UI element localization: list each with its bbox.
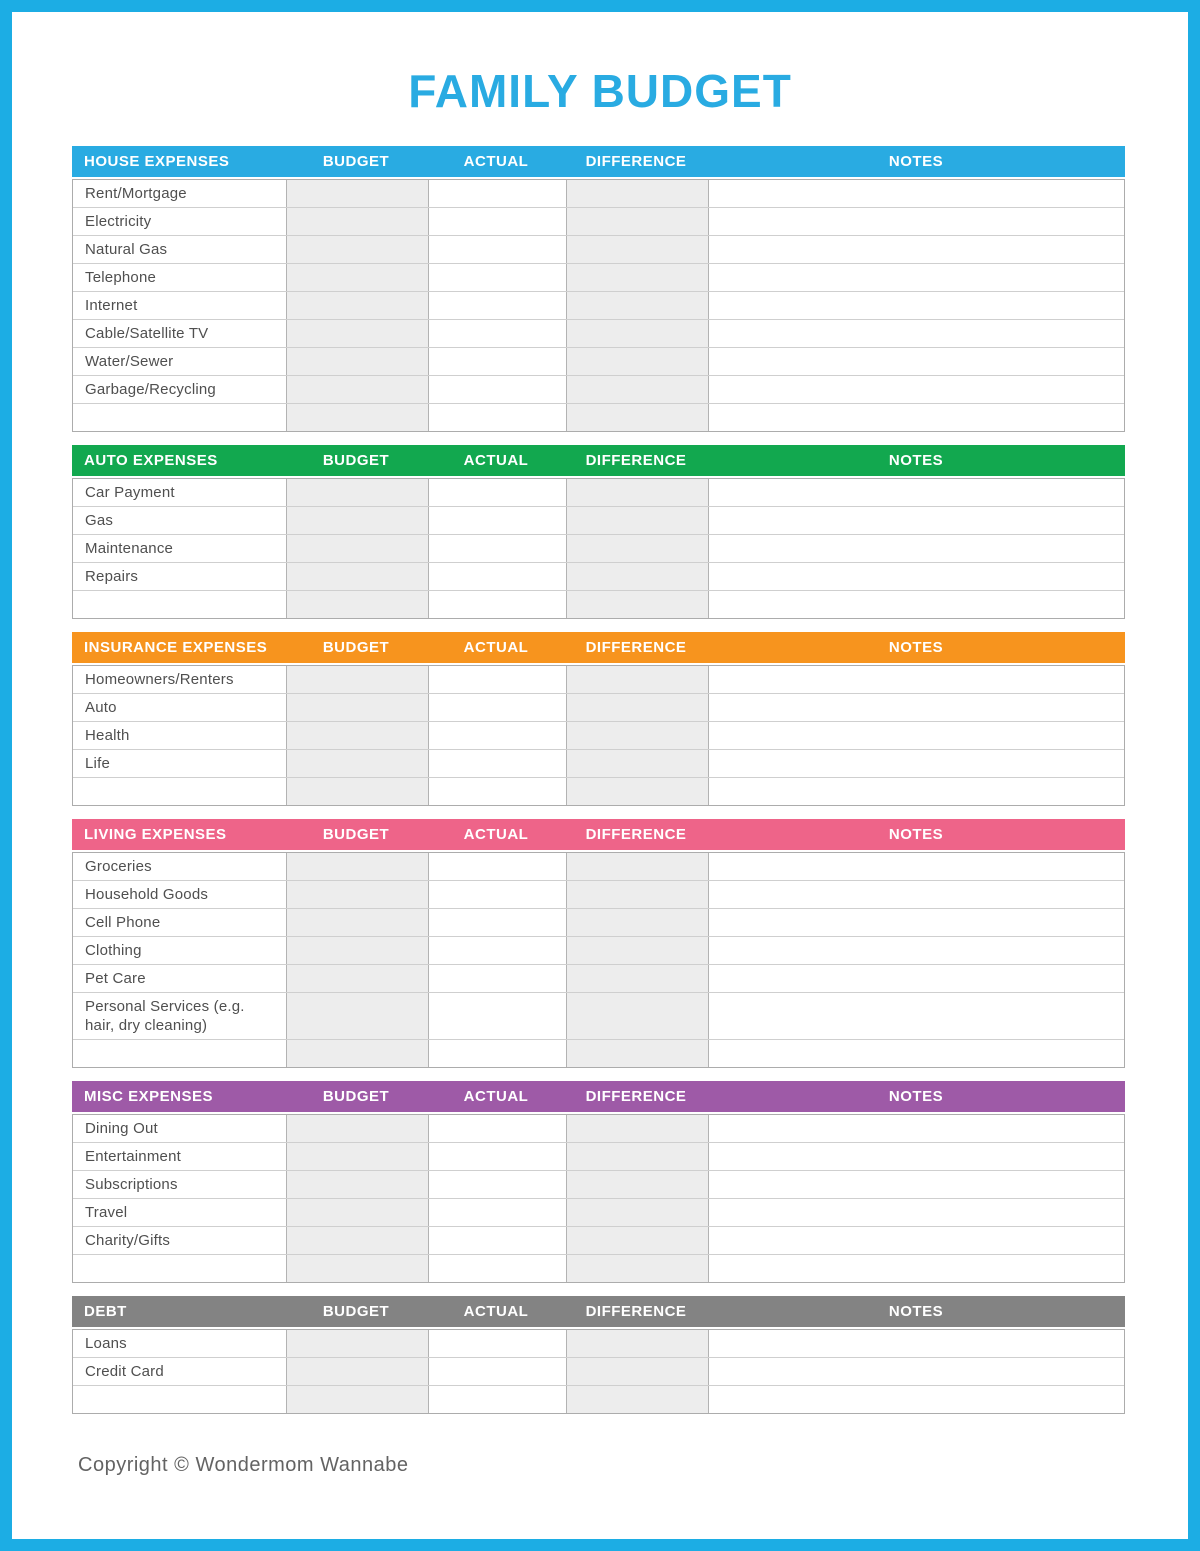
budget-cell[interactable] bbox=[286, 1358, 428, 1385]
notes-cell[interactable] bbox=[708, 320, 1124, 347]
table-row bbox=[73, 376, 1124, 404]
row-label: Personal Services (e.g. hair, dry cleaning) bbox=[85, 998, 245, 1034]
section-title: AUTO EXPENSES bbox=[84, 452, 218, 469]
row-label: Garbage/Recycling bbox=[85, 381, 216, 398]
table-row bbox=[73, 1358, 1124, 1386]
budget-cell[interactable] bbox=[286, 993, 428, 1039]
column-header-difference: DIFFERENCE bbox=[585, 452, 687, 469]
actual-cell[interactable] bbox=[428, 881, 566, 908]
row-label: Natural Gas bbox=[85, 241, 168, 258]
notes-cell[interactable] bbox=[708, 694, 1124, 721]
section-auto-expenses bbox=[72, 445, 1125, 619]
budget-cell[interactable] bbox=[286, 348, 428, 375]
column-header-notes: NOTES bbox=[888, 153, 944, 170]
budget-cell[interactable] bbox=[286, 264, 428, 291]
actual-cell[interactable] bbox=[428, 666, 566, 693]
section-title: MISC EXPENSES bbox=[84, 1088, 214, 1105]
actual-cell[interactable] bbox=[428, 853, 566, 880]
section-title: INSURANCE EXPENSES bbox=[84, 639, 268, 656]
difference-cell[interactable] bbox=[566, 1143, 708, 1170]
table-row bbox=[73, 750, 1124, 778]
budget-cell[interactable] bbox=[286, 320, 428, 347]
column-header-difference: DIFFERENCE bbox=[585, 153, 687, 170]
row-label: Health bbox=[85, 727, 130, 744]
difference-cell[interactable] bbox=[566, 750, 708, 777]
column-header-actual: ACTUAL bbox=[463, 452, 529, 469]
difference-cell[interactable] bbox=[566, 1358, 708, 1385]
difference-cell[interactable] bbox=[566, 1386, 708, 1413]
table-row bbox=[73, 404, 1124, 431]
column-header-difference: DIFFERENCE bbox=[585, 1088, 687, 1105]
difference-cell[interactable] bbox=[566, 853, 708, 880]
difference-cell[interactable] bbox=[566, 1227, 708, 1254]
row-label bbox=[73, 1255, 286, 1282]
actual-cell[interactable] bbox=[428, 1115, 566, 1142]
row-label bbox=[73, 1040, 286, 1067]
column-header-difference: DIFFERENCE bbox=[585, 639, 687, 656]
row-label: Gas bbox=[85, 512, 114, 529]
budget-cell[interactable] bbox=[286, 750, 428, 777]
row-label: Groceries bbox=[85, 858, 152, 875]
table-row bbox=[73, 1386, 1124, 1413]
difference-cell[interactable] bbox=[566, 376, 708, 403]
row-label: Maintenance bbox=[85, 540, 174, 557]
budget-cell[interactable] bbox=[286, 507, 428, 534]
difference-cell[interactable] bbox=[566, 404, 708, 431]
actual-cell[interactable] bbox=[428, 694, 566, 721]
notes-cell[interactable] bbox=[708, 1171, 1124, 1198]
table-row bbox=[73, 937, 1124, 965]
column-header-actual: ACTUAL bbox=[463, 1088, 529, 1105]
row-label bbox=[73, 591, 286, 618]
difference-cell[interactable] bbox=[566, 1330, 708, 1357]
section-debt bbox=[72, 1296, 1125, 1414]
table-row bbox=[73, 535, 1124, 563]
row-label: Entertainment bbox=[85, 1148, 181, 1165]
actual-cell[interactable] bbox=[428, 1199, 566, 1226]
column-header-budget: BUDGET bbox=[322, 1088, 390, 1105]
table-row bbox=[73, 909, 1124, 937]
table-row bbox=[73, 694, 1124, 722]
budget-cell[interactable] bbox=[286, 1386, 428, 1413]
column-header-actual: ACTUAL bbox=[463, 153, 529, 170]
column-header-notes: NOTES bbox=[888, 826, 944, 843]
notes-cell[interactable] bbox=[708, 404, 1124, 431]
notes-cell[interactable] bbox=[708, 264, 1124, 291]
row-label bbox=[73, 1386, 286, 1413]
actual-cell[interactable] bbox=[428, 376, 566, 403]
actual-cell[interactable] bbox=[428, 563, 566, 590]
actual-cell[interactable] bbox=[428, 1358, 566, 1385]
actual-cell[interactable] bbox=[428, 722, 566, 749]
budget-cell[interactable] bbox=[286, 1199, 428, 1226]
notes-cell[interactable] bbox=[708, 750, 1124, 777]
difference-cell[interactable] bbox=[566, 535, 708, 562]
row-label: Loans bbox=[85, 1335, 127, 1352]
table-row bbox=[73, 778, 1124, 805]
column-header-notes: NOTES bbox=[888, 452, 944, 469]
table-row bbox=[73, 264, 1124, 292]
actual-cell[interactable] bbox=[428, 1040, 566, 1067]
table-row bbox=[73, 1171, 1124, 1199]
budget-cell[interactable] bbox=[286, 1115, 428, 1142]
budget-cell[interactable] bbox=[286, 1330, 428, 1357]
difference-cell[interactable] bbox=[566, 1115, 708, 1142]
section-insurance-expenses bbox=[72, 632, 1125, 806]
notes-cell[interactable] bbox=[708, 993, 1124, 1039]
row-label: Pet Care bbox=[85, 970, 146, 987]
difference-cell[interactable] bbox=[566, 292, 708, 319]
notes-cell[interactable] bbox=[708, 853, 1124, 880]
page-title: FAMILY BUDGET bbox=[408, 65, 792, 117]
section-body bbox=[72, 179, 1125, 432]
actual-cell[interactable] bbox=[428, 479, 566, 506]
table-row bbox=[73, 320, 1124, 348]
budget-cell[interactable] bbox=[286, 180, 428, 207]
budget-cell[interactable] bbox=[286, 376, 428, 403]
actual-cell[interactable] bbox=[428, 264, 566, 291]
budget-cell[interactable] bbox=[286, 853, 428, 880]
budget-cell[interactable] bbox=[286, 292, 428, 319]
actual-cell[interactable] bbox=[428, 292, 566, 319]
section-header bbox=[72, 146, 1125, 177]
notes-cell[interactable] bbox=[708, 778, 1124, 805]
actual-cell[interactable] bbox=[428, 778, 566, 805]
actual-cell[interactable] bbox=[428, 236, 566, 263]
column-header-difference: DIFFERENCE bbox=[585, 826, 687, 843]
difference-cell[interactable] bbox=[566, 1255, 708, 1282]
notes-cell[interactable] bbox=[708, 507, 1124, 534]
actual-cell[interactable] bbox=[428, 1227, 566, 1254]
actual-cell[interactable] bbox=[428, 507, 566, 534]
difference-cell[interactable] bbox=[566, 479, 708, 506]
section-title: LIVING EXPENSES bbox=[84, 826, 227, 843]
section-body bbox=[72, 665, 1125, 806]
section-title: DEBT bbox=[84, 1303, 127, 1320]
budget-cell[interactable] bbox=[286, 404, 428, 431]
row-label: Telephone bbox=[85, 269, 157, 286]
notes-cell[interactable] bbox=[708, 1386, 1124, 1413]
row-label: Credit Card bbox=[85, 1363, 164, 1380]
difference-cell[interactable] bbox=[566, 993, 708, 1039]
budget-cell[interactable] bbox=[286, 965, 428, 992]
notes-cell[interactable] bbox=[708, 937, 1124, 964]
column-header-budget: BUDGET bbox=[322, 1303, 390, 1320]
section-header bbox=[72, 632, 1125, 663]
notes-cell[interactable] bbox=[708, 1199, 1124, 1226]
section-body bbox=[72, 1114, 1125, 1283]
section-header bbox=[72, 1296, 1125, 1327]
budget-cell[interactable] bbox=[286, 1143, 428, 1170]
actual-cell[interactable] bbox=[428, 750, 566, 777]
notes-cell[interactable] bbox=[708, 1358, 1124, 1385]
difference-cell[interactable] bbox=[566, 208, 708, 235]
budget-cell[interactable] bbox=[286, 937, 428, 964]
notes-cell[interactable] bbox=[708, 1255, 1124, 1282]
table-row bbox=[73, 666, 1124, 694]
difference-cell[interactable] bbox=[566, 264, 708, 291]
actual-cell[interactable] bbox=[428, 348, 566, 375]
table-row bbox=[73, 1143, 1124, 1171]
row-label: Water/Sewer bbox=[85, 353, 174, 370]
row-label: Charity/Gifts bbox=[85, 1232, 171, 1249]
actual-cell[interactable] bbox=[428, 591, 566, 618]
notes-cell[interactable] bbox=[708, 1330, 1124, 1357]
notes-cell[interactable] bbox=[708, 591, 1124, 618]
budget-cell[interactable] bbox=[286, 666, 428, 693]
difference-cell[interactable] bbox=[566, 666, 708, 693]
notes-cell[interactable] bbox=[708, 292, 1124, 319]
column-header-notes: NOTES bbox=[888, 639, 944, 656]
difference-cell[interactable] bbox=[566, 1171, 708, 1198]
table-row bbox=[73, 881, 1124, 909]
table-row bbox=[73, 236, 1124, 264]
section-body bbox=[72, 852, 1125, 1068]
budget-sections bbox=[72, 146, 1125, 1414]
section-body bbox=[72, 1329, 1125, 1414]
row-label: Clothing bbox=[85, 942, 142, 959]
table-row bbox=[73, 1040, 1124, 1067]
difference-cell[interactable] bbox=[566, 965, 708, 992]
actual-cell[interactable] bbox=[428, 1255, 566, 1282]
budget-cell[interactable] bbox=[286, 1227, 428, 1254]
column-header-actual: ACTUAL bbox=[463, 1303, 529, 1320]
notes-cell[interactable] bbox=[708, 1227, 1124, 1254]
actual-cell[interactable] bbox=[428, 1171, 566, 1198]
notes-cell[interactable] bbox=[708, 376, 1124, 403]
table-row bbox=[73, 479, 1124, 507]
notes-cell[interactable] bbox=[708, 881, 1124, 908]
difference-cell[interactable] bbox=[566, 507, 708, 534]
column-header-budget: BUDGET bbox=[322, 639, 390, 656]
budget-cell[interactable] bbox=[286, 208, 428, 235]
budget-cell[interactable] bbox=[286, 591, 428, 618]
table-row bbox=[73, 208, 1124, 236]
table-row bbox=[73, 591, 1124, 618]
difference-cell[interactable] bbox=[566, 1199, 708, 1226]
actual-cell[interactable] bbox=[428, 404, 566, 431]
row-label: Dining Out bbox=[85, 1120, 158, 1137]
column-header-notes: NOTES bbox=[888, 1088, 944, 1105]
difference-cell[interactable] bbox=[566, 881, 708, 908]
difference-cell[interactable] bbox=[566, 778, 708, 805]
actual-cell[interactable] bbox=[428, 208, 566, 235]
row-label: Cable/Satellite TV bbox=[85, 325, 209, 342]
budget-cell[interactable] bbox=[286, 236, 428, 263]
row-label: Homeowners/Renters bbox=[85, 671, 234, 688]
row-label: Subscriptions bbox=[85, 1176, 178, 1193]
difference-cell[interactable] bbox=[566, 348, 708, 375]
notes-cell[interactable] bbox=[708, 1040, 1124, 1067]
column-header-budget: BUDGET bbox=[322, 153, 390, 170]
difference-cell[interactable] bbox=[566, 937, 708, 964]
difference-cell[interactable] bbox=[566, 563, 708, 590]
section-living-expenses bbox=[72, 819, 1125, 1068]
table-row bbox=[73, 853, 1124, 881]
actual-cell[interactable] bbox=[428, 993, 566, 1039]
actual-cell[interactable] bbox=[428, 180, 566, 207]
budget-cell[interactable] bbox=[286, 881, 428, 908]
table-row bbox=[73, 1199, 1124, 1227]
table-row bbox=[73, 722, 1124, 750]
table-row bbox=[73, 1115, 1124, 1143]
table-row bbox=[73, 1255, 1124, 1282]
section-title: HOUSE EXPENSES bbox=[84, 153, 230, 170]
budget-cell[interactable] bbox=[286, 694, 428, 721]
actual-cell[interactable] bbox=[428, 937, 566, 964]
notes-cell[interactable] bbox=[708, 180, 1124, 207]
row-label: Auto bbox=[85, 699, 117, 716]
table-row bbox=[73, 993, 1124, 1040]
actual-cell[interactable] bbox=[428, 909, 566, 936]
notes-cell[interactable] bbox=[708, 1115, 1124, 1142]
notes-cell[interactable] bbox=[708, 965, 1124, 992]
table-row bbox=[73, 348, 1124, 376]
table-row bbox=[73, 507, 1124, 535]
notes-cell[interactable] bbox=[708, 208, 1124, 235]
row-label: Household Goods bbox=[85, 886, 209, 903]
difference-cell[interactable] bbox=[566, 236, 708, 263]
row-label: Life bbox=[85, 755, 110, 772]
budget-cell[interactable] bbox=[286, 909, 428, 936]
budget-cell[interactable] bbox=[286, 1040, 428, 1067]
section-misc-expenses bbox=[72, 1081, 1125, 1283]
column-header-actual: ACTUAL bbox=[463, 639, 529, 656]
difference-cell[interactable] bbox=[566, 694, 708, 721]
notes-cell[interactable] bbox=[708, 666, 1124, 693]
column-header-difference: DIFFERENCE bbox=[585, 1303, 687, 1320]
budget-cell[interactable] bbox=[286, 778, 428, 805]
row-label: Internet bbox=[85, 297, 138, 314]
table-row bbox=[73, 292, 1124, 320]
difference-cell[interactable] bbox=[566, 909, 708, 936]
budget-cell[interactable] bbox=[286, 563, 428, 590]
section-header bbox=[72, 819, 1125, 850]
table-row bbox=[73, 1227, 1124, 1255]
difference-cell[interactable] bbox=[566, 1040, 708, 1067]
row-label bbox=[73, 778, 286, 805]
row-label: Electricity bbox=[85, 213, 152, 230]
table-row bbox=[73, 563, 1124, 591]
actual-cell[interactable] bbox=[428, 1386, 566, 1413]
budget-cell[interactable] bbox=[286, 479, 428, 506]
budget-cell[interactable] bbox=[286, 1171, 428, 1198]
notes-cell[interactable] bbox=[708, 479, 1124, 506]
row-label bbox=[73, 404, 286, 431]
notes-cell[interactable] bbox=[708, 1143, 1124, 1170]
actual-cell[interactable] bbox=[428, 1143, 566, 1170]
actual-cell[interactable] bbox=[428, 1330, 566, 1357]
difference-cell[interactable] bbox=[566, 180, 708, 207]
budget-cell[interactable] bbox=[286, 1255, 428, 1282]
table-row bbox=[73, 1330, 1124, 1358]
row-label: Repairs bbox=[85, 568, 139, 585]
notes-cell[interactable] bbox=[708, 348, 1124, 375]
column-header-budget: BUDGET bbox=[322, 452, 390, 469]
table-row bbox=[73, 965, 1124, 993]
difference-cell[interactable] bbox=[566, 320, 708, 347]
row-label: Rent/Mortgage bbox=[85, 185, 187, 202]
actual-cell[interactable] bbox=[428, 535, 566, 562]
section-house-expenses bbox=[72, 146, 1125, 432]
notes-cell[interactable] bbox=[708, 236, 1124, 263]
row-label: Car Payment bbox=[85, 484, 175, 501]
notes-cell[interactable] bbox=[708, 563, 1124, 590]
actual-cell[interactable] bbox=[428, 965, 566, 992]
section-body bbox=[72, 478, 1125, 619]
budget-cell[interactable] bbox=[286, 535, 428, 562]
section-header bbox=[72, 1081, 1125, 1112]
column-header-actual: ACTUAL bbox=[463, 826, 529, 843]
copyright-text: Copyright © Wondermom Wannabe bbox=[78, 1454, 409, 1476]
row-label: Cell Phone bbox=[85, 914, 161, 931]
section-header bbox=[72, 445, 1125, 476]
difference-cell[interactable] bbox=[566, 722, 708, 749]
notes-cell[interactable] bbox=[708, 535, 1124, 562]
row-label: Travel bbox=[85, 1204, 128, 1221]
column-header-notes: NOTES bbox=[888, 1303, 944, 1320]
notes-cell[interactable] bbox=[708, 909, 1124, 936]
actual-cell[interactable] bbox=[428, 320, 566, 347]
budget-cell[interactable] bbox=[286, 722, 428, 749]
notes-cell[interactable] bbox=[708, 722, 1124, 749]
difference-cell[interactable] bbox=[566, 591, 708, 618]
column-header-budget: BUDGET bbox=[322, 826, 390, 843]
table-row bbox=[73, 180, 1124, 208]
